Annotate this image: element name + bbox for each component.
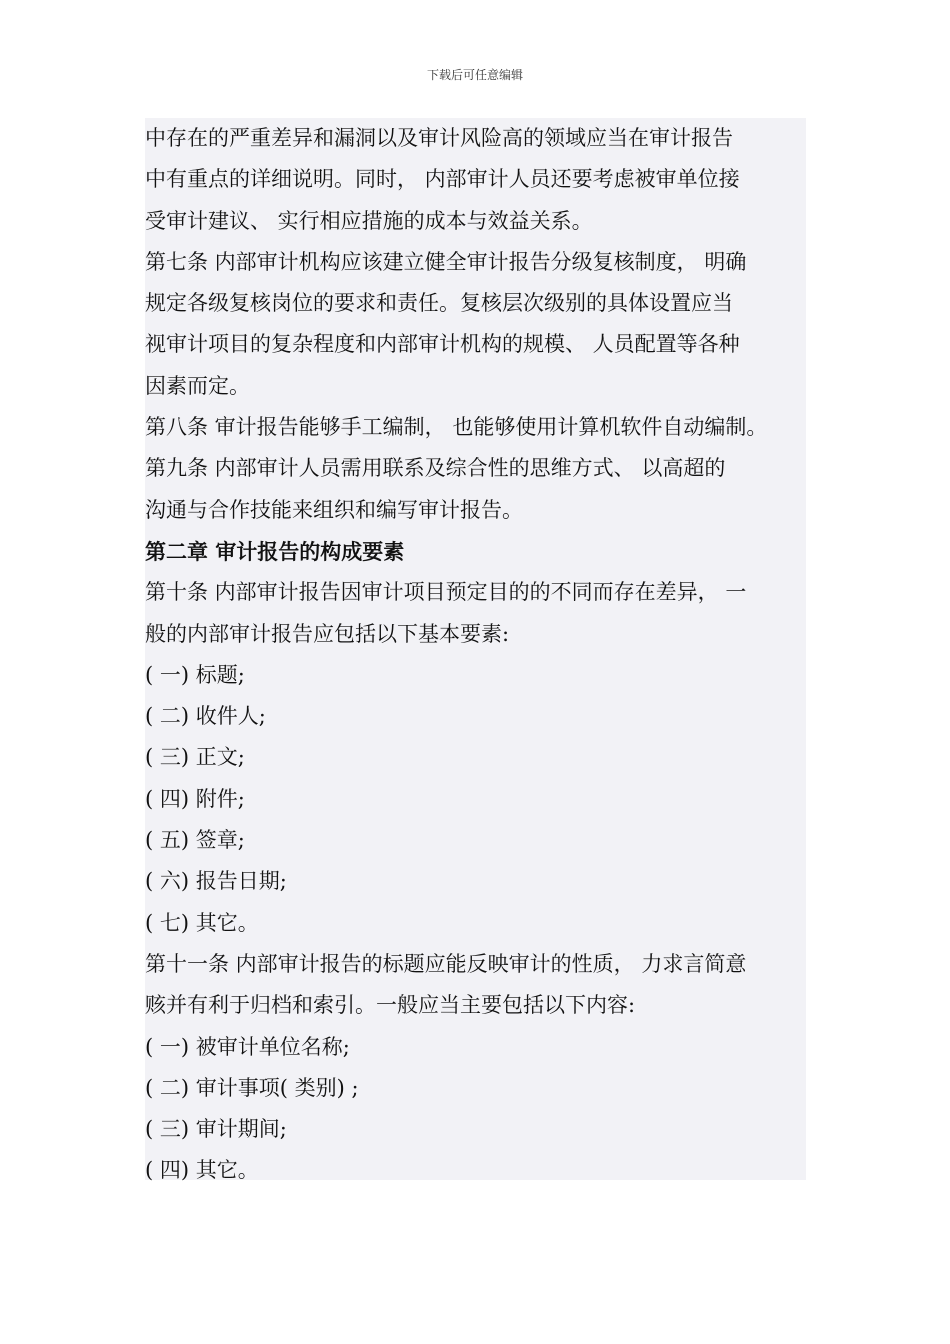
text-line: 因素而定。 [145,373,250,398]
chapter-heading: 第二章 审计报告的构成要素 [145,538,405,564]
list-item: ( 四) 附件; [145,786,245,811]
text-line: 般的内部审计报告应包括以下基本要素: [145,621,510,646]
document-body [145,118,806,1183]
text-line: 沟通与合作技能来组织和编写审计报告。 [145,497,523,522]
list-item: ( 四) 其它。 [145,1158,259,1183]
text-line: 中有重点的详细说明。同时， 内部审计人员还要考虑被审单位接 [145,167,740,192]
article-11-line: 第十一条 内部审计报告的标题应能反映审计的性质， 力求言简意 [145,951,747,976]
text-line: 规定各级复核岗位的要求和责任。复核层次级别的具体设置应当 [145,291,733,316]
page-header: 下载后可任意编辑 [426,68,523,82]
text-line: 视审计项目的复杂程度和内部审计机构的规模、 人员配置等各种 [145,332,740,357]
text-line: 受审计建议、 实行相应措施的成本与效益关系。 [145,208,593,233]
list-item: ( 一) 标题; [145,662,245,687]
article-9-line: 第九条 内部审计人员需用联系及综合性的思维方式、 以高超的 [145,456,726,481]
list-item: ( 二) 审计事项( 类别) ; [145,1075,359,1100]
article-8-line: 第八条 审计报告能够手工编制， 也能够使用计算机软件自动编制。 [145,415,768,440]
article-7-line: 第七条 内部审计机构应该建立健全审计报告分级复核制度， 明确 [145,249,747,274]
list-item: ( 三) 正文; [145,745,245,770]
text-line: 中存在的严重差异和漏洞以及审计风险高的领域应当在审计报告 [145,126,733,150]
list-item: ( 三) 审计期间; [145,1117,287,1142]
article-10-line: 第十条 内部审计报告因审计项目预定目的的不同而存在差异， 一 [145,580,747,605]
list-item: ( 七) 其它。 [145,910,259,935]
list-item: ( 六) 报告日期; [145,869,287,894]
list-item: ( 一) 被审计单位名称; [145,1034,350,1059]
text-line: 赅并有利于归档和索引。一般应当主要包括以下内容: [145,993,636,1018]
list-item: ( 二) 收件人; [145,704,266,729]
list-item: ( 五) 签章; [145,828,245,853]
